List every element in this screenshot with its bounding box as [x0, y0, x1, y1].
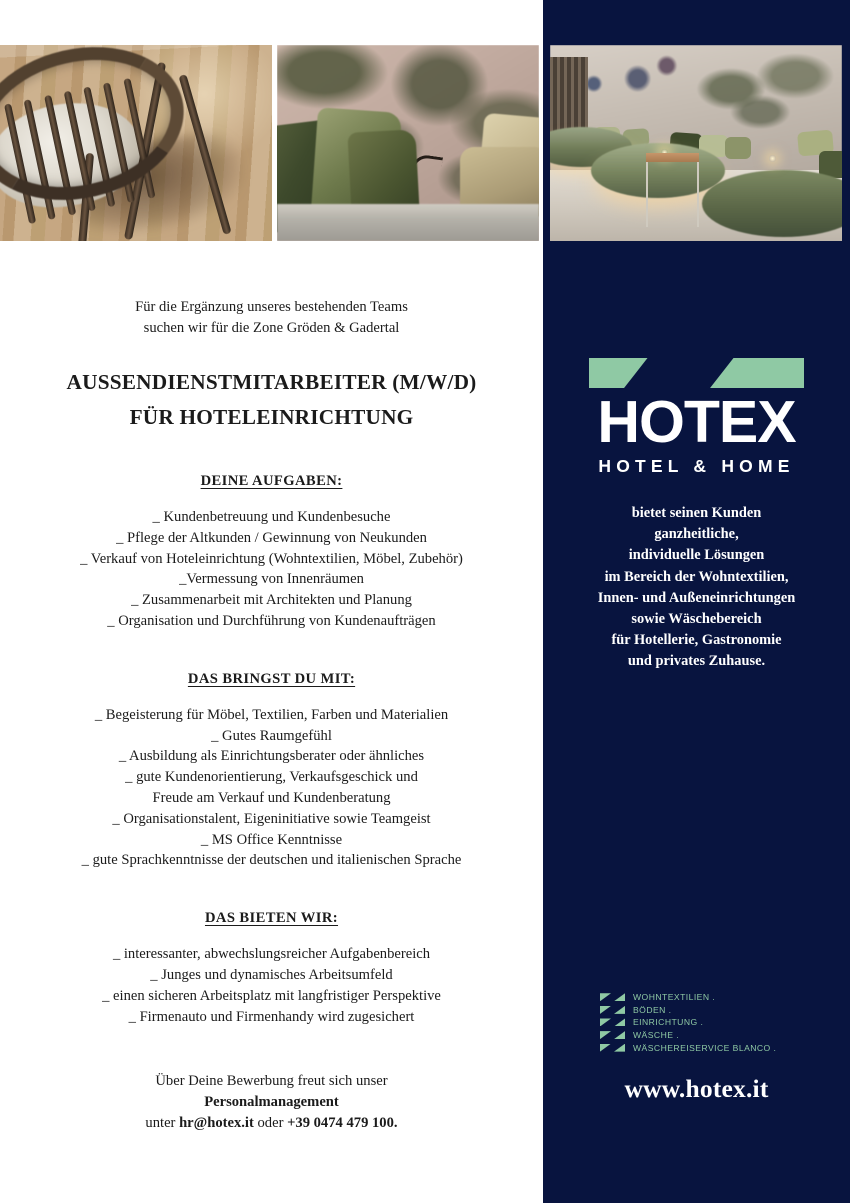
- section-anforderungen: [0, 671, 543, 871]
- job-ad-content: [0, 241, 543, 1203]
- triangle-marker-icon: [614, 1044, 625, 1052]
- contact-line: [0, 1113, 543, 1134]
- department-label: Personalmanagement: [204, 1094, 339, 1111]
- logo-wordmark: HOTEX: [597, 389, 796, 455]
- triangle-marker-icon: [600, 1031, 611, 1039]
- triangle-marker-icon: [614, 1006, 625, 1014]
- section-angebot: [0, 910, 543, 1027]
- section-list: [0, 944, 543, 1027]
- service-label: WÄSCHE .: [633, 1030, 680, 1041]
- logo-tagline: HOTEL & HOME: [598, 456, 795, 476]
- job-title-line-2: FÜR HOTELEINRICHTUNG: [129, 405, 414, 429]
- photo-chair-on-wood-floor: [0, 45, 272, 241]
- page-title: [0, 365, 543, 435]
- section-heading: DAS BIETEN WIR:: [204, 910, 339, 927]
- list-item: _ Begeisterung für Möbel, Textilien, Farben und Materialien: [94, 706, 449, 723]
- list-item: _ Organisationstalent, Eigeninitiative sowie Teamgeist: [112, 810, 431, 827]
- triangle-marker-icon: [600, 993, 611, 1001]
- list-item: _ Organisation und Durchführung von Kundenaufträgen: [107, 612, 436, 629]
- list-item: _ Gutes Raumgefühl: [211, 727, 332, 744]
- list-item: _ Kundenbetreuung und Kundenbesuche: [152, 509, 391, 525]
- phone-number[interactable]: +39 0474 479 100.: [287, 1114, 398, 1131]
- job-title-line-1: AUSSENDIENSTMITARBEITER (M/W/D): [66, 370, 477, 394]
- service-label: EINRICHTUNG .: [633, 1017, 704, 1028]
- list-item: [600, 1016, 776, 1029]
- list-item: Freude am Verkauf und Kundenberatung: [152, 789, 391, 806]
- list-item: [600, 991, 776, 1004]
- triangle-marker-icon: [614, 1031, 625, 1039]
- contact-middle: oder: [253, 1114, 288, 1131]
- description-line: Innen- und Außeneinrichtungen: [597, 589, 796, 606]
- triangle-marker-icon: [614, 1018, 625, 1026]
- triangle-marker-icon: [600, 1044, 611, 1052]
- list-item: _ MS Office Kenntnisse: [200, 831, 343, 848]
- service-label: WOHNTEXTILIEN .: [633, 992, 716, 1003]
- list-item: _ Firmenauto und Firmenhandy wird zugesichert: [128, 1008, 415, 1025]
- contact-block: [0, 1071, 543, 1133]
- section-heading: DAS BRINGST DU MIT:: [187, 670, 356, 687]
- logo-diagonal-slash-icon: [618, 358, 738, 388]
- intro-line-2: suchen wir für die Zone Gröden & Gadertal: [143, 319, 400, 336]
- closing-line: Über Deine Bewerbung freut sich unser: [155, 1073, 388, 1090]
- description-line: und privates Zuhause.: [627, 653, 766, 670]
- services-list: [600, 991, 776, 1054]
- description-line: sowie Wäschebereich: [631, 611, 762, 628]
- description-line: individuelle Lösungen: [628, 547, 765, 564]
- company-description: [543, 503, 850, 673]
- hotex-logo: [543, 358, 850, 477]
- list-item: _ einen sicheren Arbeitsplatz mit langfristiger Perspektive: [102, 987, 441, 1004]
- list-item: _ Pflege der Altkunden / Gewinnung von Neukunden: [116, 529, 427, 546]
- intro-line-1: Für die Ergänzung unseres bestehenden Teams: [135, 299, 408, 315]
- intro-text: [0, 297, 543, 338]
- triangle-marker-icon: [600, 1006, 611, 1014]
- description-line: bietet seinen Kunden: [631, 505, 762, 521]
- section-heading: DEINE AUFGABEN:: [200, 473, 343, 489]
- photo-strip: [0, 45, 850, 241]
- description-line: ganzheitliche,: [654, 526, 739, 543]
- website-url[interactable]: www.hotex.it: [624, 1074, 769, 1103]
- logo-green-bar-icon: [589, 358, 804, 388]
- list-item: _ Verkauf von Hoteleinrichtung (Wohntextilien, Möbel, Zubehör): [80, 550, 463, 567]
- description-line: für Hotellerie, Gastronomie: [611, 632, 782, 649]
- list-item: _ gute Sprachkenntnisse der deutschen und italienischen Sprache: [81, 852, 462, 869]
- list-item: _Vermessung von Innenräumen: [179, 571, 364, 588]
- triangle-marker-icon: [614, 993, 625, 1001]
- list-item: [600, 1004, 776, 1017]
- description-line: im Bereich der Wohntextilien,: [604, 568, 789, 585]
- section-list: [0, 705, 543, 871]
- list-item: _ Ausbildung als Einrichtungsberater oder ähnliches: [118, 748, 425, 765]
- service-label: WÄSCHEREISERVICE BLANCO .: [633, 1042, 777, 1053]
- list-item: _ Junges und dynamisches Arbeitsumfeld: [150, 966, 393, 983]
- section-aufgaben: [0, 473, 543, 632]
- list-item: [600, 1041, 776, 1054]
- list-item: _ gute Kundenorientierung, Verkaufsgeschick und: [125, 769, 418, 786]
- list-item: _ Zusammenarbeit mit Architekten und Planung: [131, 592, 412, 609]
- contact-prefix: unter: [145, 1114, 180, 1131]
- triangle-marker-icon: [600, 1018, 611, 1026]
- service-label: BÖDEN .: [633, 1004, 672, 1015]
- email-address[interactable]: hr@hotex.it: [179, 1114, 254, 1131]
- list-item: _ interessanter, abwechslungsreicher Aufgabenbereich: [112, 946, 431, 963]
- photo-velvet-cushions-wallpaper: [277, 45, 539, 241]
- section-list: [0, 507, 543, 632]
- list-item: [600, 1029, 776, 1042]
- photo-hotel-lounge-daybeds: [550, 45, 842, 241]
